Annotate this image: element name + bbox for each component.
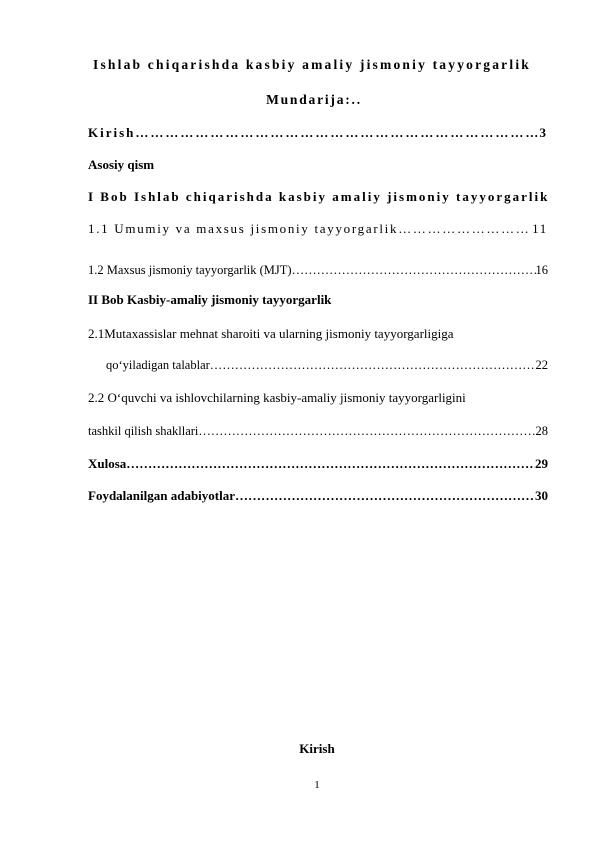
toc-entry-page: 16 <box>535 263 548 277</box>
toc-entry-page: 28 <box>535 424 548 438</box>
toc-entry-xulosa[interactable] <box>88 456 548 472</box>
contents-heading: Mundarija:.. <box>266 92 362 107</box>
toc-entry-label: tashkil qilish shakllari <box>88 424 199 438</box>
toc-entry-1-2[interactable] <box>88 262 548 278</box>
toc-entry-2-2-line1[interactable]: 2.2 O‘quvchi va ishlovchilarning kasbiy-amaliy jismoniy tayyorgarligini <box>88 390 466 405</box>
toc-entry-label: 1.1 Umumiy va maxsus jismoniy tayyorgarlik <box>88 221 399 236</box>
toc-entry-page: 30 <box>535 488 548 503</box>
toc-entry-page: 3 <box>539 125 548 140</box>
section-heading-kirish: Kirish <box>299 741 335 756</box>
toc-leader-dots <box>198 423 535 439</box>
toc-entry-page: 11 <box>532 221 548 236</box>
toc-entry-2-1-line1[interactable]: 2.1Mutaxassislar mehnat sharoiti va ularning jismoniy tayyorgarligiga <box>88 326 454 341</box>
toc-entry-kirish[interactable] <box>88 125 548 141</box>
document-title: Ishlab chiqarishda kasbiy amaliy jismoniy tayyorgarlik <box>93 57 531 72</box>
section-heading-asosiy-qism: Asosiy qism <box>88 157 155 172</box>
toc-leader-dots <box>398 221 532 237</box>
toc-entry-label: Xulosa <box>88 456 127 471</box>
toc-entry-page: 22 <box>535 358 548 372</box>
toc-entry-2-2[interactable] <box>88 423 548 439</box>
toc-leader-dots <box>135 125 539 141</box>
toc-leader-dots <box>292 262 536 278</box>
toc-leader-dots <box>126 456 535 472</box>
toc-entry-label: 1.2 Maxsus jismoniy tayyorgarlik (MJT) <box>88 263 292 277</box>
toc-entry-2-1[interactable] <box>106 357 548 373</box>
toc-entry-bob1[interactable]: I Bob Ishlab chiqarishda kasbiy amaliy jismoniy tayyorgarlik <box>88 189 550 204</box>
toc-entry-1-1[interactable] <box>88 221 548 237</box>
toc-entry-page: 29 <box>535 456 548 471</box>
toc-entry-bob2[interactable]: II Bob Kasbiy-amaliy jismoniy tayyorgarlik <box>88 292 332 307</box>
toc-entry-label: Foydalanilgan adabiyotlar <box>88 488 235 503</box>
toc-entry-label: Kirish <box>88 125 136 140</box>
toc-leader-dots <box>210 357 536 373</box>
page-number: 1 <box>314 779 320 791</box>
toc-entry-adabiyotlar[interactable] <box>88 488 548 504</box>
toc-entry-label: qo‘yiladigan talablar <box>106 358 210 372</box>
toc-leader-dots <box>235 488 535 504</box>
